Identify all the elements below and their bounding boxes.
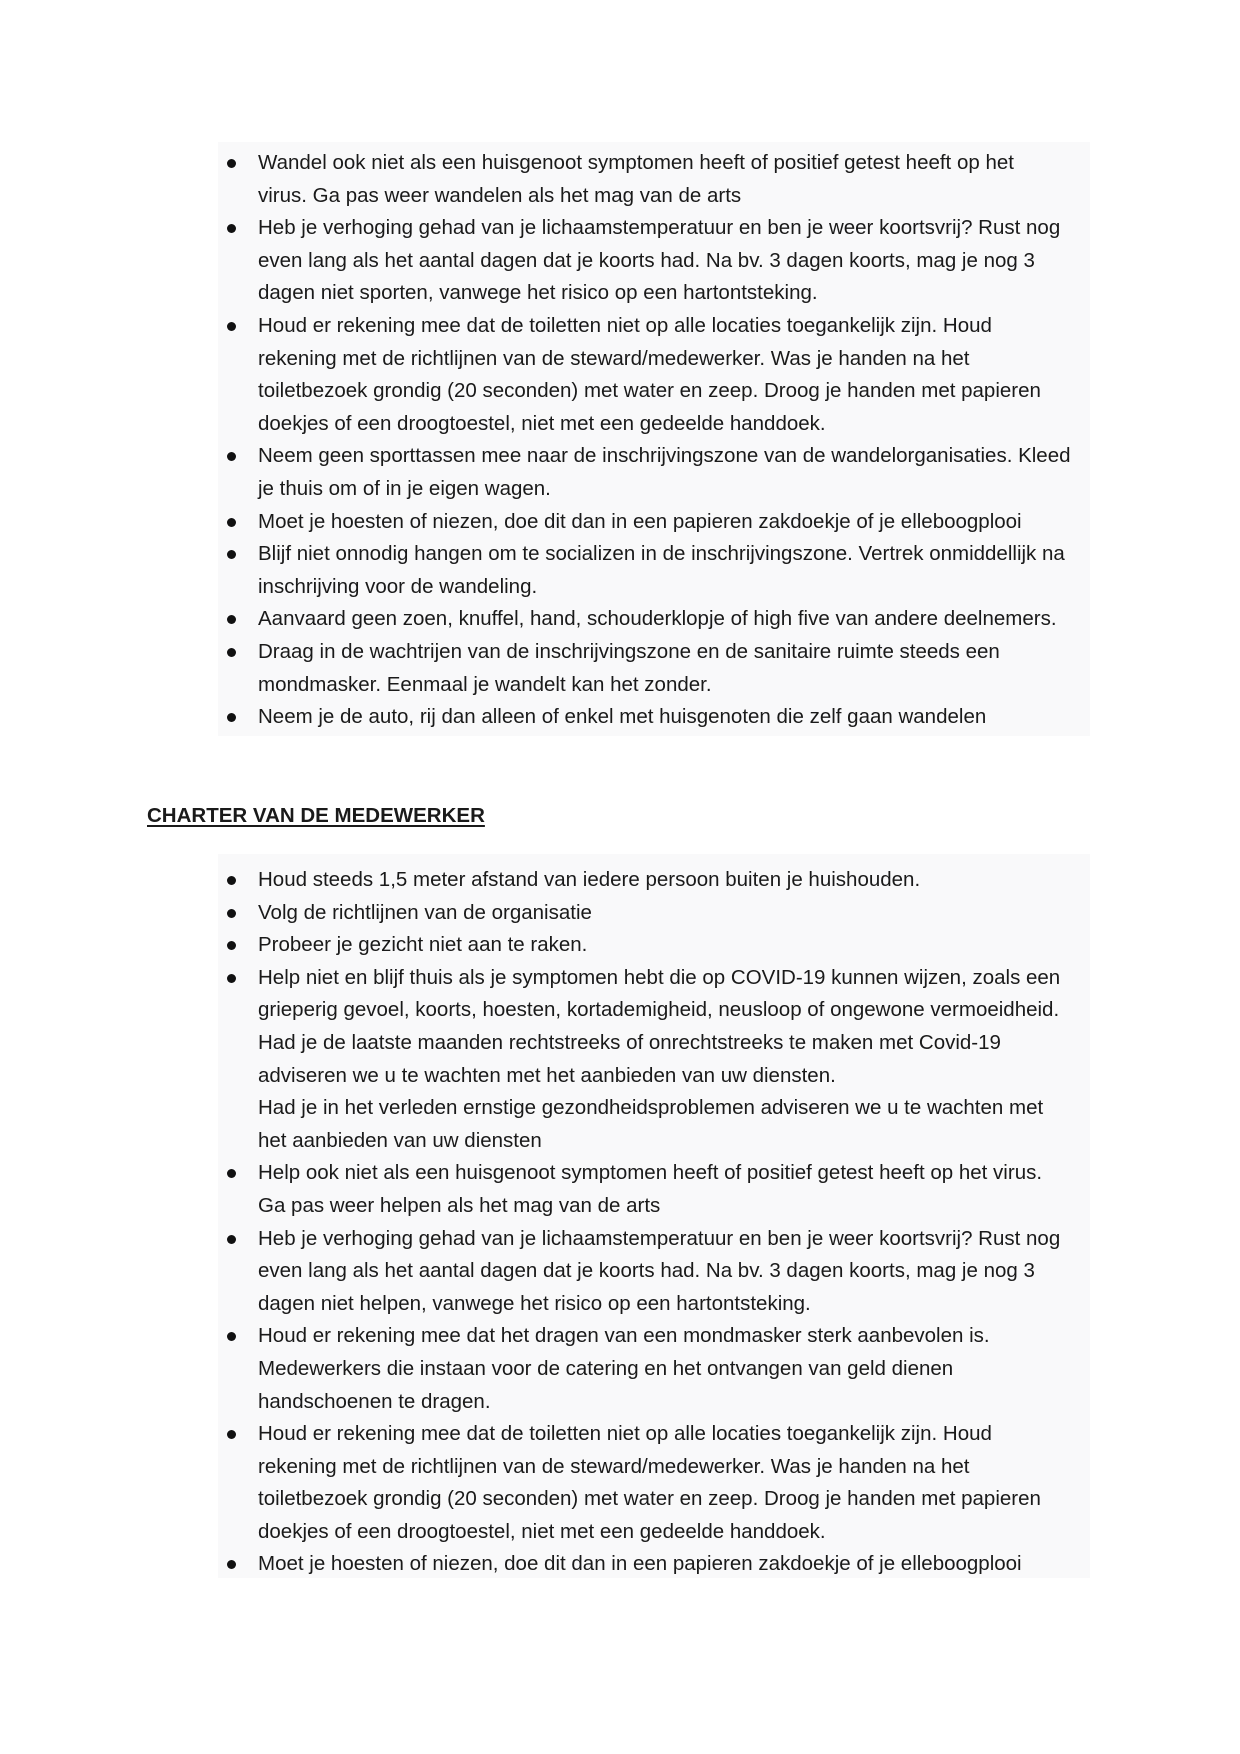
- list-item-line: Neem geen sporttassen mee naar de inschrijvingszone van de wandelorganisaties. Kleed: [258, 444, 1071, 468]
- list-item-line: je thuis om of in je eigen wagen.: [258, 476, 551, 500]
- list-item: [258, 212, 1108, 310]
- list-item: [258, 929, 1108, 962]
- list-item-line: rekening met de richtlijnen van de steward/medewerker. Was je handen na het: [258, 1454, 970, 1478]
- list-item-line: rekening met de richtlijnen van de steward/medewerker. Was je handen na het: [258, 346, 970, 370]
- list-item-line: inschrijving voor de wandeling.: [258, 574, 538, 598]
- list-item: [258, 1320, 1108, 1418]
- list-item-line: Had je in het verleden ernstige gezondheidsproblemen adviseren we u te wachten met: [258, 1096, 1044, 1120]
- bullet-list-walker: [258, 147, 1108, 734]
- list-item-line: Neem je de auto, rij dan alleen of enkel met huisgenoten die zelf gaan wandelen: [258, 705, 987, 729]
- list-item-line: toiletbezoek grondig (20 seconden) met water en zeep. Droog je handen met papieren: [258, 1487, 1041, 1511]
- list-item: [258, 897, 1108, 930]
- list-item: [258, 1223, 1108, 1321]
- list-item: [258, 1548, 1108, 1581]
- list-item-line: Volg de richtlijnen van de organisatie: [258, 900, 592, 924]
- list-item: [258, 962, 1108, 1158]
- list-item: [258, 701, 1108, 734]
- list-item: [258, 147, 1108, 212]
- list-item-line: doekjes of een droogtoestel, niet met een gedeelde handdoek.: [258, 1519, 826, 1543]
- list-item: [258, 603, 1108, 636]
- list-item-line: Blijf niet onnodig hangen om te socializen in de inschrijvingszone. Vertrek onmiddellijk na: [258, 542, 1065, 566]
- list-item-line: Houd er rekening mee dat de toiletten niet op alle locaties toegankelijk zijn. Houd: [258, 1422, 992, 1446]
- bullet-list-employee: [258, 864, 1108, 1581]
- list-item-line: dagen niet sporten, vanwege het risico op een hartontsteking.: [258, 281, 818, 305]
- list-item-line: Aanvaard geen zoen, knuffel, hand, schouderklopje of high five van andere deelnemers.: [258, 607, 1057, 631]
- list-item-line: Had je de laatste maanden rechtstreeks of onrechtstreeks te maken met Covid-19: [258, 1030, 1001, 1054]
- list-item-line: doekjes of een droogtoestel, niet met een gedeelde handdoek.: [258, 411, 826, 435]
- list-item-line: mondmasker. Eenmaal je wandelt kan het zonder.: [258, 672, 712, 696]
- list-item-line: toiletbezoek grondig (20 seconden) met water en zeep. Droog je handen met papieren: [258, 379, 1041, 403]
- list-item-line: Heb je verhoging gehad van je lichaamstemperatuur en ben je weer koortsvrij? Rust nog: [258, 1226, 1061, 1250]
- list-item-line: Houd steeds 1,5 meter afstand van iedere persoon buiten je huishouden.: [258, 868, 921, 891]
- list-item: [258, 636, 1108, 701]
- list-item: [258, 538, 1108, 603]
- list-item-line: even lang als het aantal dagen dat je koorts had. Na bv. 3 dagen koorts, mag je nog 3: [258, 1259, 1035, 1283]
- list-item-line: Moet je hoesten of niezen, doe dit dan in een papieren zakdoekje of je elleboogplooi: [258, 509, 1022, 533]
- list-item: [258, 310, 1108, 440]
- list-item-line: Draag in de wachtrijen van de inschrijvingszone en de sanitaire ruimte steeds een: [258, 639, 1000, 663]
- list-item-line: Help niet en blijf thuis als je symptomen hebt die op COVID-19 kunnen wijzen, zoals een: [258, 965, 1061, 989]
- list-item: [258, 864, 1108, 897]
- list-item-line: dagen niet helpen, vanwege het risico op een hartontsteking.: [258, 1291, 811, 1315]
- list-item-line: Medewerkers die instaan voor de catering en het ontvangen van geld dienen: [258, 1356, 954, 1380]
- list-item-line: virus. Ga pas weer wandelen als het mag van de arts: [258, 183, 742, 207]
- section-heading: CHARTER VAN DE MEDEWERKER: [147, 804, 485, 827]
- list-item-line: handschoenen te dragen.: [258, 1389, 491, 1413]
- list-item-line: Help ook niet als een huisgenoot symptomen heeft of positief getest heeft op het virus.: [258, 1161, 1043, 1185]
- list-item-line: Heb je verhoging gehad van je lichaamstemperatuur en ben je weer koortsvrij? Rust nog: [258, 216, 1061, 240]
- list-item-line: Ga pas weer helpen als het mag van de arts: [258, 1193, 661, 1217]
- list-item-line: Houd er rekening mee dat het dragen van een mondmasker sterk aanbevolen is.: [258, 1324, 990, 1348]
- list-item-line: Moet je hoesten of niezen, doe dit dan in een papieren zakdoekje of je elleboogplooi: [258, 1552, 1022, 1576]
- list-item-line: het aanbieden van uw diensten: [258, 1128, 542, 1152]
- list-item: [258, 506, 1108, 539]
- list-item-line: Houd er rekening mee dat de toiletten niet op alle locaties toegankelijk zijn. Houd: [258, 313, 992, 337]
- list-item-line: Probeer je gezicht niet aan te raken.: [258, 933, 588, 957]
- list-item-line: even lang als het aantal dagen dat je koorts had. Na bv. 3 dagen koorts, mag je nog 3: [258, 248, 1035, 272]
- list-item-line: grieperig gevoel, koorts, hoesten, kortademigheid, neusloop of ongewone vermoeidheid.: [258, 998, 1060, 1022]
- list-item: [258, 440, 1108, 505]
- list-item-line: Wandel ook niet als een huisgenoot symptomen heeft of positief getest heeft op het: [258, 151, 1014, 174]
- list-item: [258, 1157, 1108, 1222]
- list-item: [258, 1418, 1108, 1548]
- list-item-line: adviseren we u te wachten met het aanbieden van uw diensten.: [258, 1063, 836, 1087]
